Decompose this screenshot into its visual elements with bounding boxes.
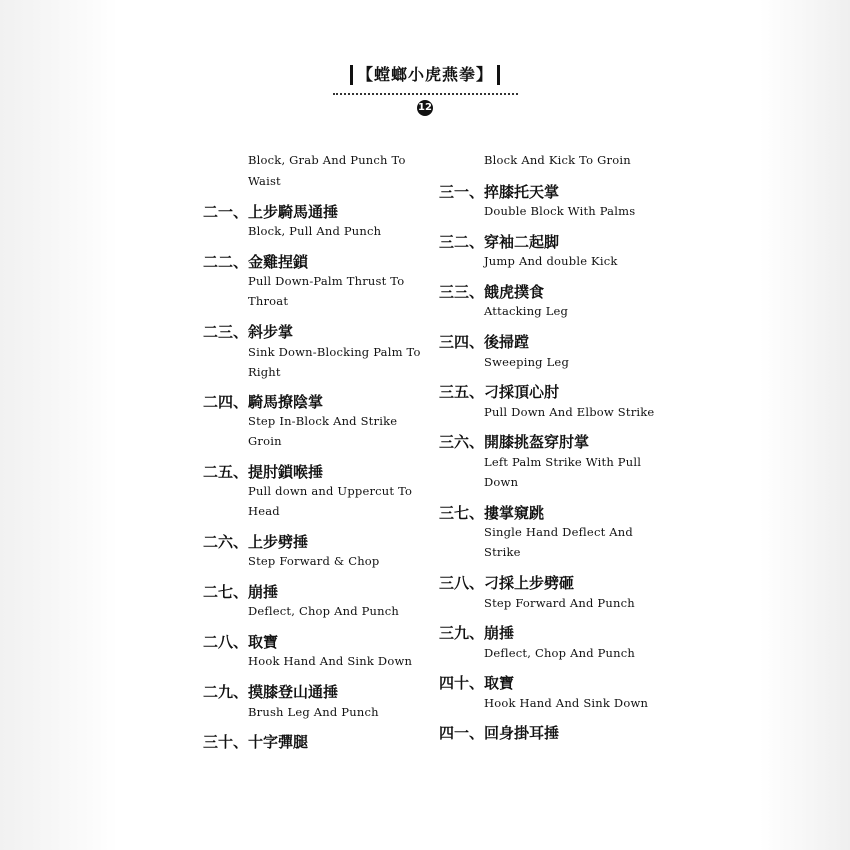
- entry-desc: Groin: [248, 434, 282, 448]
- entry-desc: Step In-Block And Strike: [248, 414, 398, 428]
- entry-title: 二一、上步騎馬通捶: [203, 203, 339, 221]
- entry-desc: Single Hand Deflect And: [484, 525, 633, 539]
- entry-desc: Left Palm Strike With Pull: [484, 455, 642, 469]
- entry-desc: Right: [248, 365, 281, 379]
- page-shadow-right: [760, 0, 850, 850]
- entry-desc: Jump And double Kick: [484, 254, 618, 268]
- entry-title: 四十、取寶: [439, 674, 515, 692]
- entry-desc: Deflect, Chop And Punch: [484, 646, 636, 660]
- header-bar-right: [497, 65, 500, 85]
- page-number-badge: 12: [417, 100, 433, 116]
- entry-desc: Hook Hand And Sink Down: [248, 654, 413, 668]
- entry-title: 二四、騎馬撩陰掌: [203, 393, 324, 411]
- entry-title: 三三、餓虎撲食: [439, 283, 545, 301]
- header-bar-left: [350, 65, 353, 85]
- entry-title: 三四、後掃蹚: [439, 333, 530, 351]
- entry-title: 三六、開膝挑盔穿肘掌: [439, 433, 590, 451]
- entry-title: 二六、上步劈捶: [203, 533, 309, 551]
- entry-title: 三一、捽膝托天掌: [439, 183, 560, 201]
- entry-desc: Sweeping Leg: [484, 355, 570, 369]
- entry-title: 二二、金雞捏鎖: [203, 253, 309, 271]
- page-shadow-left: [0, 0, 118, 850]
- entry-desc: Pull Down And Elbow Strike: [484, 405, 655, 419]
- entry-desc: Throat: [248, 294, 289, 308]
- entry-title: 三八、刁採上步劈砸: [439, 574, 575, 592]
- continuation-line: Block, Grab And Punch To: [248, 153, 406, 167]
- entry-title: 二三、斜步掌: [203, 323, 294, 341]
- entry-title: 三十、十字彈腿: [203, 733, 309, 751]
- entry-title: 三七、摟掌窺跳: [439, 504, 545, 522]
- book-title: 【螳螂小虎燕拳】: [356, 65, 493, 84]
- entry-desc: Pull Down-Palm Thrust To: [248, 274, 405, 288]
- entry-desc: Attacking Leg: [484, 304, 569, 318]
- entry-title: 二七、崩捶: [203, 583, 279, 601]
- continuation-line: Block And Kick To Groin: [484, 153, 631, 167]
- entry-desc: Deflect, Chop And Punch: [248, 604, 400, 618]
- entry-desc: Strike: [484, 545, 521, 559]
- entry-title: 二八、取寶: [203, 633, 279, 651]
- entry-title: 二五、提肘鎖喉捶: [203, 463, 324, 481]
- entry-desc: Pull down and Uppercut To: [248, 484, 413, 498]
- entry-desc: Block, Pull And Punch: [248, 224, 382, 238]
- entry-desc: Step Forward & Chop: [248, 554, 380, 568]
- entry-desc: Down: [484, 475, 519, 489]
- entry-title: 三二、穿袖二起脚: [439, 233, 560, 251]
- entry-title: 三五、刁採頂心肘: [439, 383, 560, 401]
- page-header: [330, 64, 520, 116]
- entry-title: 二九、摸膝登山通捶: [203, 683, 339, 701]
- book-title-row: [346, 64, 504, 86]
- entry-desc: Step Forward And Punch: [484, 596, 635, 610]
- entry-title: 三九、崩捶: [439, 624, 515, 642]
- continuation-line: Waist: [248, 174, 281, 188]
- entry-desc: Hook Hand And Sink Down: [484, 696, 649, 710]
- header-dotted-rule: [333, 93, 518, 95]
- entry-desc: Double Block With Palms: [484, 204, 636, 218]
- entry-desc: Head: [248, 504, 280, 518]
- entry-desc: Sink Down-Blocking Palm To: [248, 345, 421, 359]
- entry-desc: Brush Leg And Punch: [248, 705, 379, 719]
- entry-title: 四一、回身掛耳捶: [439, 724, 560, 742]
